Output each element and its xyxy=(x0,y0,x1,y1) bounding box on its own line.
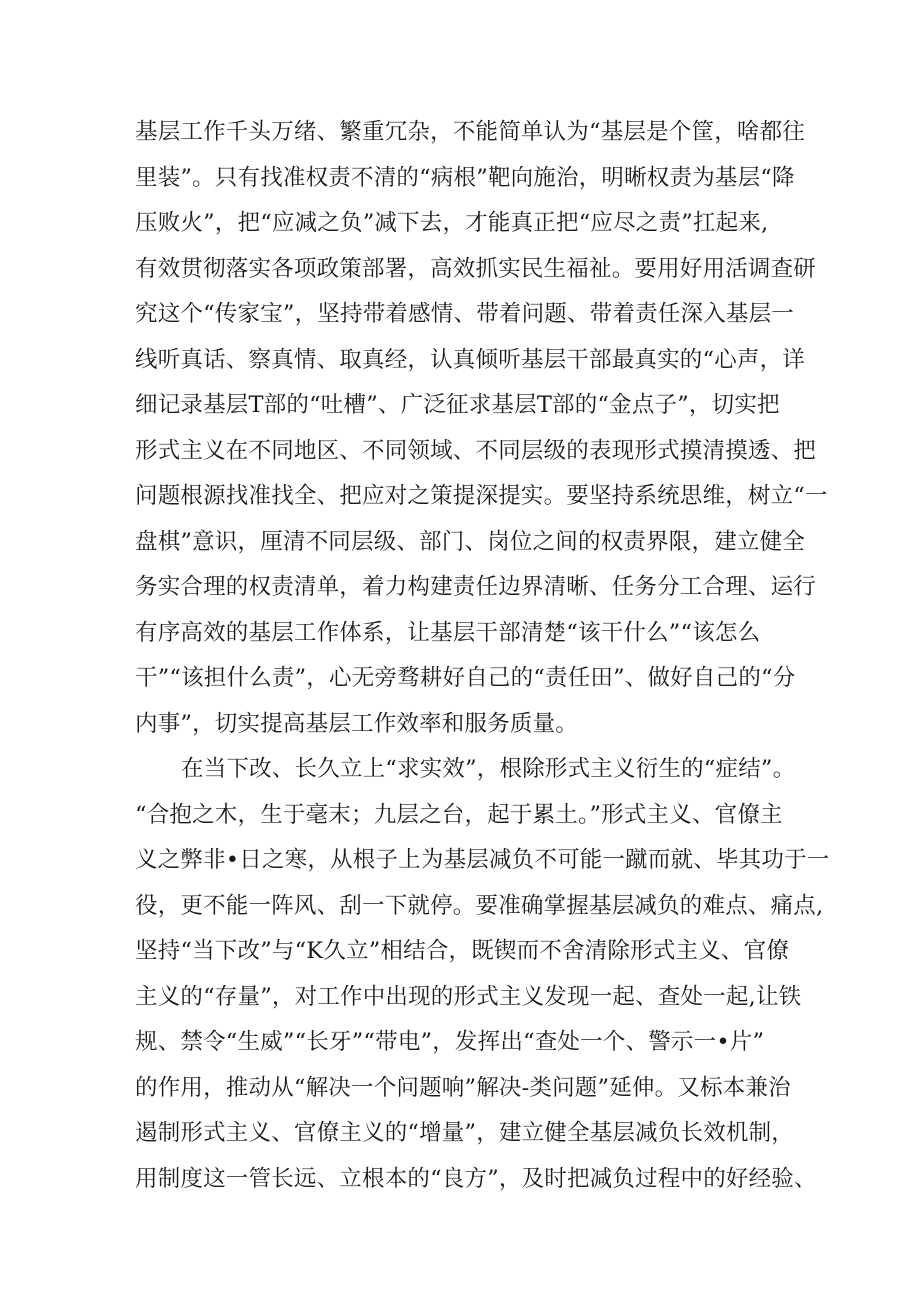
text-line: 究这个“传家宝”，坚持带着感情、带着问题、带着责任深入基层一 xyxy=(135,301,795,327)
text-line: 规、禁令“生威”“长牙”“带电”，发挥出“查处一个、警示一•片” xyxy=(135,1029,765,1055)
text-line: 的作用，推动从“解决一个问题响”解决-类问题”延伸。又标本兼治 xyxy=(135,1074,791,1101)
text-line: 役，更不能一阵风、刮一下就停。要准确掌握基层减负的难点、痛点, xyxy=(135,892,824,919)
text-line: 细记录基层T部的“吐槽”、广泛征求基层T部的“金点子”，切实把 xyxy=(135,392,780,418)
text-line: 遏制形式主义、官僚主义的“增量”，建立健全基层减负长效机制， xyxy=(135,1120,795,1146)
body-text xyxy=(135,110,830,1202)
paragraph xyxy=(135,110,828,747)
text-line: 有效贯彻落实各项政策部署，高效抓实民生福祉。要用好用活调查研 xyxy=(135,255,817,282)
text-line: 务实合理的权责清单，着力构建责任边界清晰、任务分工合理、运行 xyxy=(135,574,817,600)
text-line: “合抱之木，生于毫末；九层之台，起于累土。”形式主义、官僚主 xyxy=(135,801,783,828)
text-line: 坚持“当下改”与“K久立”相结合，既锲而不舍清除形式主义、官僚 xyxy=(135,938,790,964)
text-line: 用制度这一管长远、立根本的“良方”，及时把减负过程中的好经验、 xyxy=(135,1165,817,1192)
text-line: 线听真话、察真情、取真经，认真倾听基层干部最真实的“心声，详 xyxy=(135,346,806,373)
text-line: 干”“该担什么责”，心无旁骛耕好自己的“责任田”、做好自己的“分 xyxy=(135,665,796,691)
text-line: 盘棋”意识，厘清不同层级、部门、岗位之间的权责界限，建立健全 xyxy=(135,528,806,555)
paragraph xyxy=(135,747,830,1202)
text-line: 压败火”，把“应减之负”减下去，才能真正把“应尽之责”扛起来, xyxy=(135,210,769,236)
text-line: 主义的“存量”，对工作中出现的形式主义发现一起、查处一起,让铁 xyxy=(135,983,802,1010)
text-line: 内事”，切实提高基层工作效率和服务质量。 xyxy=(135,710,579,737)
text-line: 里装”。只有找准权责不清的“病根”靶向施治，明晰权责为基层“降 xyxy=(135,164,795,191)
text-line: 问题根源找准找全、把应对之策提深提实。要坚持系统思维，树立“一 xyxy=(135,483,828,509)
text-line: 有序高效的基层工作体系，让基层干部清楚“该干什么”“该怎么 xyxy=(135,619,761,646)
text-line: 基层工作千头万绪、繁重冗杂，不能简单认为“基层是个筐，啥都往 xyxy=(135,119,806,145)
text-line: 形式主义在不同地区、不同领域、不同层级的表现形式摸清摸透、把 xyxy=(135,437,817,464)
text-line: 在当下改、长久立上“求实效”，根除形式主义衍生的“症结”。 xyxy=(181,756,796,782)
text-line: 义之弊非•日之寒，从根子上为基层减负不可能一蹴而就、毕其功于一 xyxy=(135,847,830,873)
